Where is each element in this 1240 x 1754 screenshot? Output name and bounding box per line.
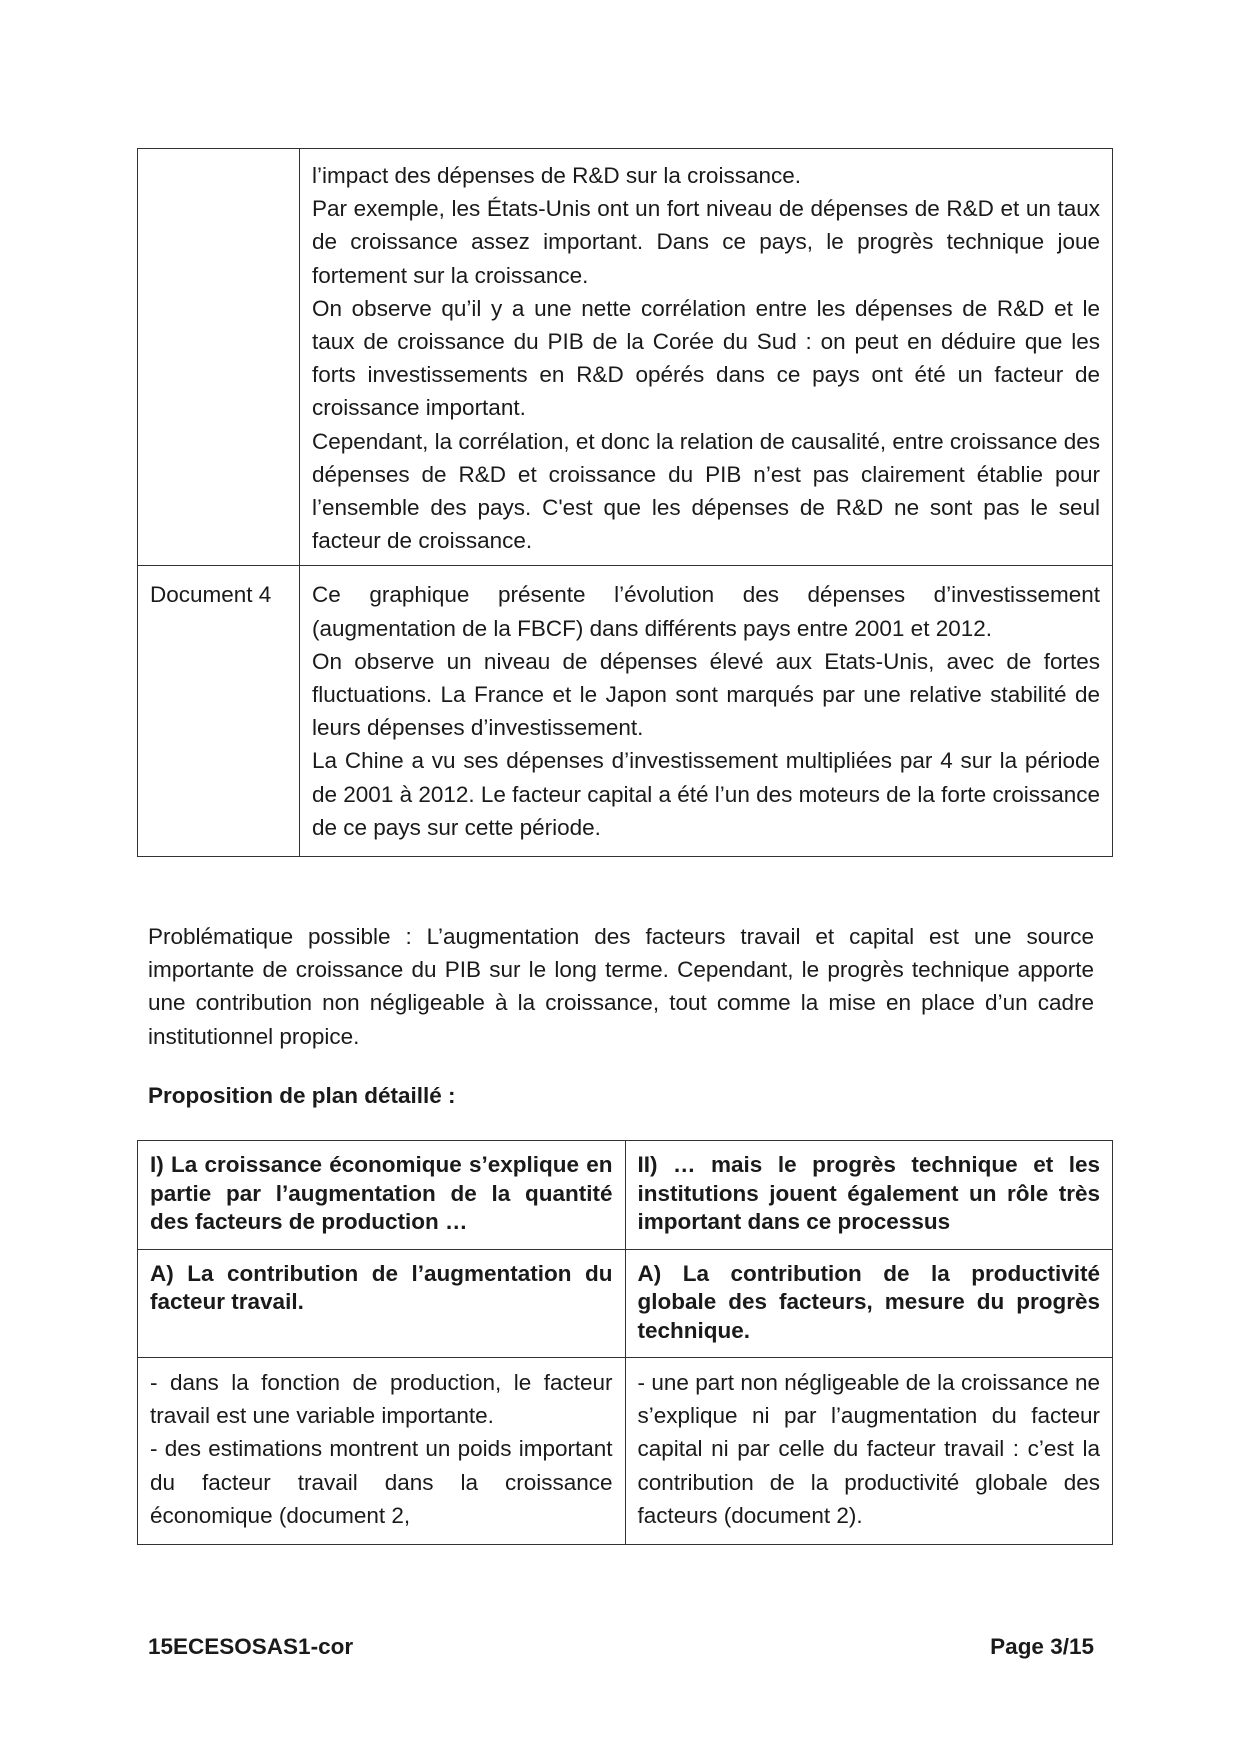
document-analysis-cell: [300, 566, 1113, 857]
document-label-cell: Document 4: [138, 566, 300, 857]
table-row: [138, 1358, 1113, 1545]
analysis-paragraph: Cependant, la corrélation, et donc la relation de causalité, entre croissance des dépenses de R&D et croissance du PIB n’est pas clairement établie pour l’ensemble des pays. C'est que les dépenses de R&D ne sont pas le seul facteur de croissance.: [312, 428, 1100, 554]
part-one-subtitle-a: A) La contribution de l’augmentation du facteur travail.: [138, 1249, 626, 1358]
analysis-paragraph: On observe qu’il y a une nette corrélation entre les dépenses de R&D et le taux de croissance du PIB de la Corée du Sud : on peut en déduire que les forts investissements en R&D opérés dans ce pays ont été un facteur de croissance important.: [312, 295, 1100, 421]
document-analysis-cell: [300, 149, 1113, 566]
table-row: [138, 566, 1113, 857]
document-code: 15ECESOSAS1-cor: [148, 1634, 354, 1659]
detailed-plan-table: [137, 1140, 1113, 1545]
table-row: [138, 149, 1113, 566]
analysis-paragraph: l’impact des dépenses de R&D sur la croissance.: [312, 163, 801, 188]
document-label-cell: [138, 149, 300, 566]
documents-analysis-table: [137, 148, 1113, 857]
plan-heading: Proposition de plan détaillé :: [148, 1083, 456, 1108]
table-row: [138, 1141, 1113, 1250]
part-one-body-cell: [138, 1358, 626, 1545]
table-row: [138, 1249, 1113, 1358]
part-one-title: I) La croissance économique s’explique en partie par l’augmentation de la quantité des facteurs de production …: [138, 1141, 626, 1250]
analysis-paragraph: Par exemple, les États-Unis ont un fort niveau de dépenses de R&D et un taux de croissance assez important. Dans ce pays, le progrès technique joue fortement sur la croissance.: [312, 196, 1100, 288]
page-number: Page 3/15: [990, 1634, 1094, 1659]
plan-bullet: - des estimations montrent un poids important du facteur travail dans la croissance économique (document 2,: [150, 1436, 613, 1528]
plan-bullet: - dans la fonction de production, le facteur travail est une variable importante.: [150, 1370, 613, 1429]
analysis-paragraph: Ce graphique présente l’évolution des dépenses d’investissement (augmentation de la FBCF) dans différents pays entre 2001 et 2012.: [312, 582, 1100, 641]
plan-bullet: - une part non négligeable de la croissance ne s’explique ni par l’augmentation du facteur capital ni par celle du facteur travail : c’est la contribution de la productivité globale des facteurs (document 2).: [637, 1370, 1100, 1528]
part-two-subtitle-a: A) La contribution de la productivité globale des facteurs, mesure du progrès technique.: [625, 1249, 1113, 1358]
part-two-body-cell: [625, 1358, 1113, 1545]
part-two-title: II) … mais le progrès technique et les institutions jouent également un rôle très important dans ce processus: [625, 1141, 1113, 1250]
analysis-paragraph: La Chine a vu ses dépenses d’investissement multipliées par 4 sur la période de 2001 à 2012. Le facteur capital a été l’un des moteurs de la forte croissance de ce pays sur cette période.: [312, 748, 1100, 840]
analysis-paragraph: On observe un niveau de dépenses élevé aux Etats-Unis, avec de fortes fluctuations. La France et le Japon sont marqués par une relative stabilité de leurs dépenses d’investissement.: [312, 648, 1100, 741]
problematique-paragraph: Problématique possible : L’augmentation des facteurs travail et capital est une source importante de croissance du PIB sur le long terme. Cependant, le progrès technique apporte une contribution non négligeable à la croissance, tout comme la mise en place d’un cadre institutionnel propice.: [148, 924, 1094, 1049]
